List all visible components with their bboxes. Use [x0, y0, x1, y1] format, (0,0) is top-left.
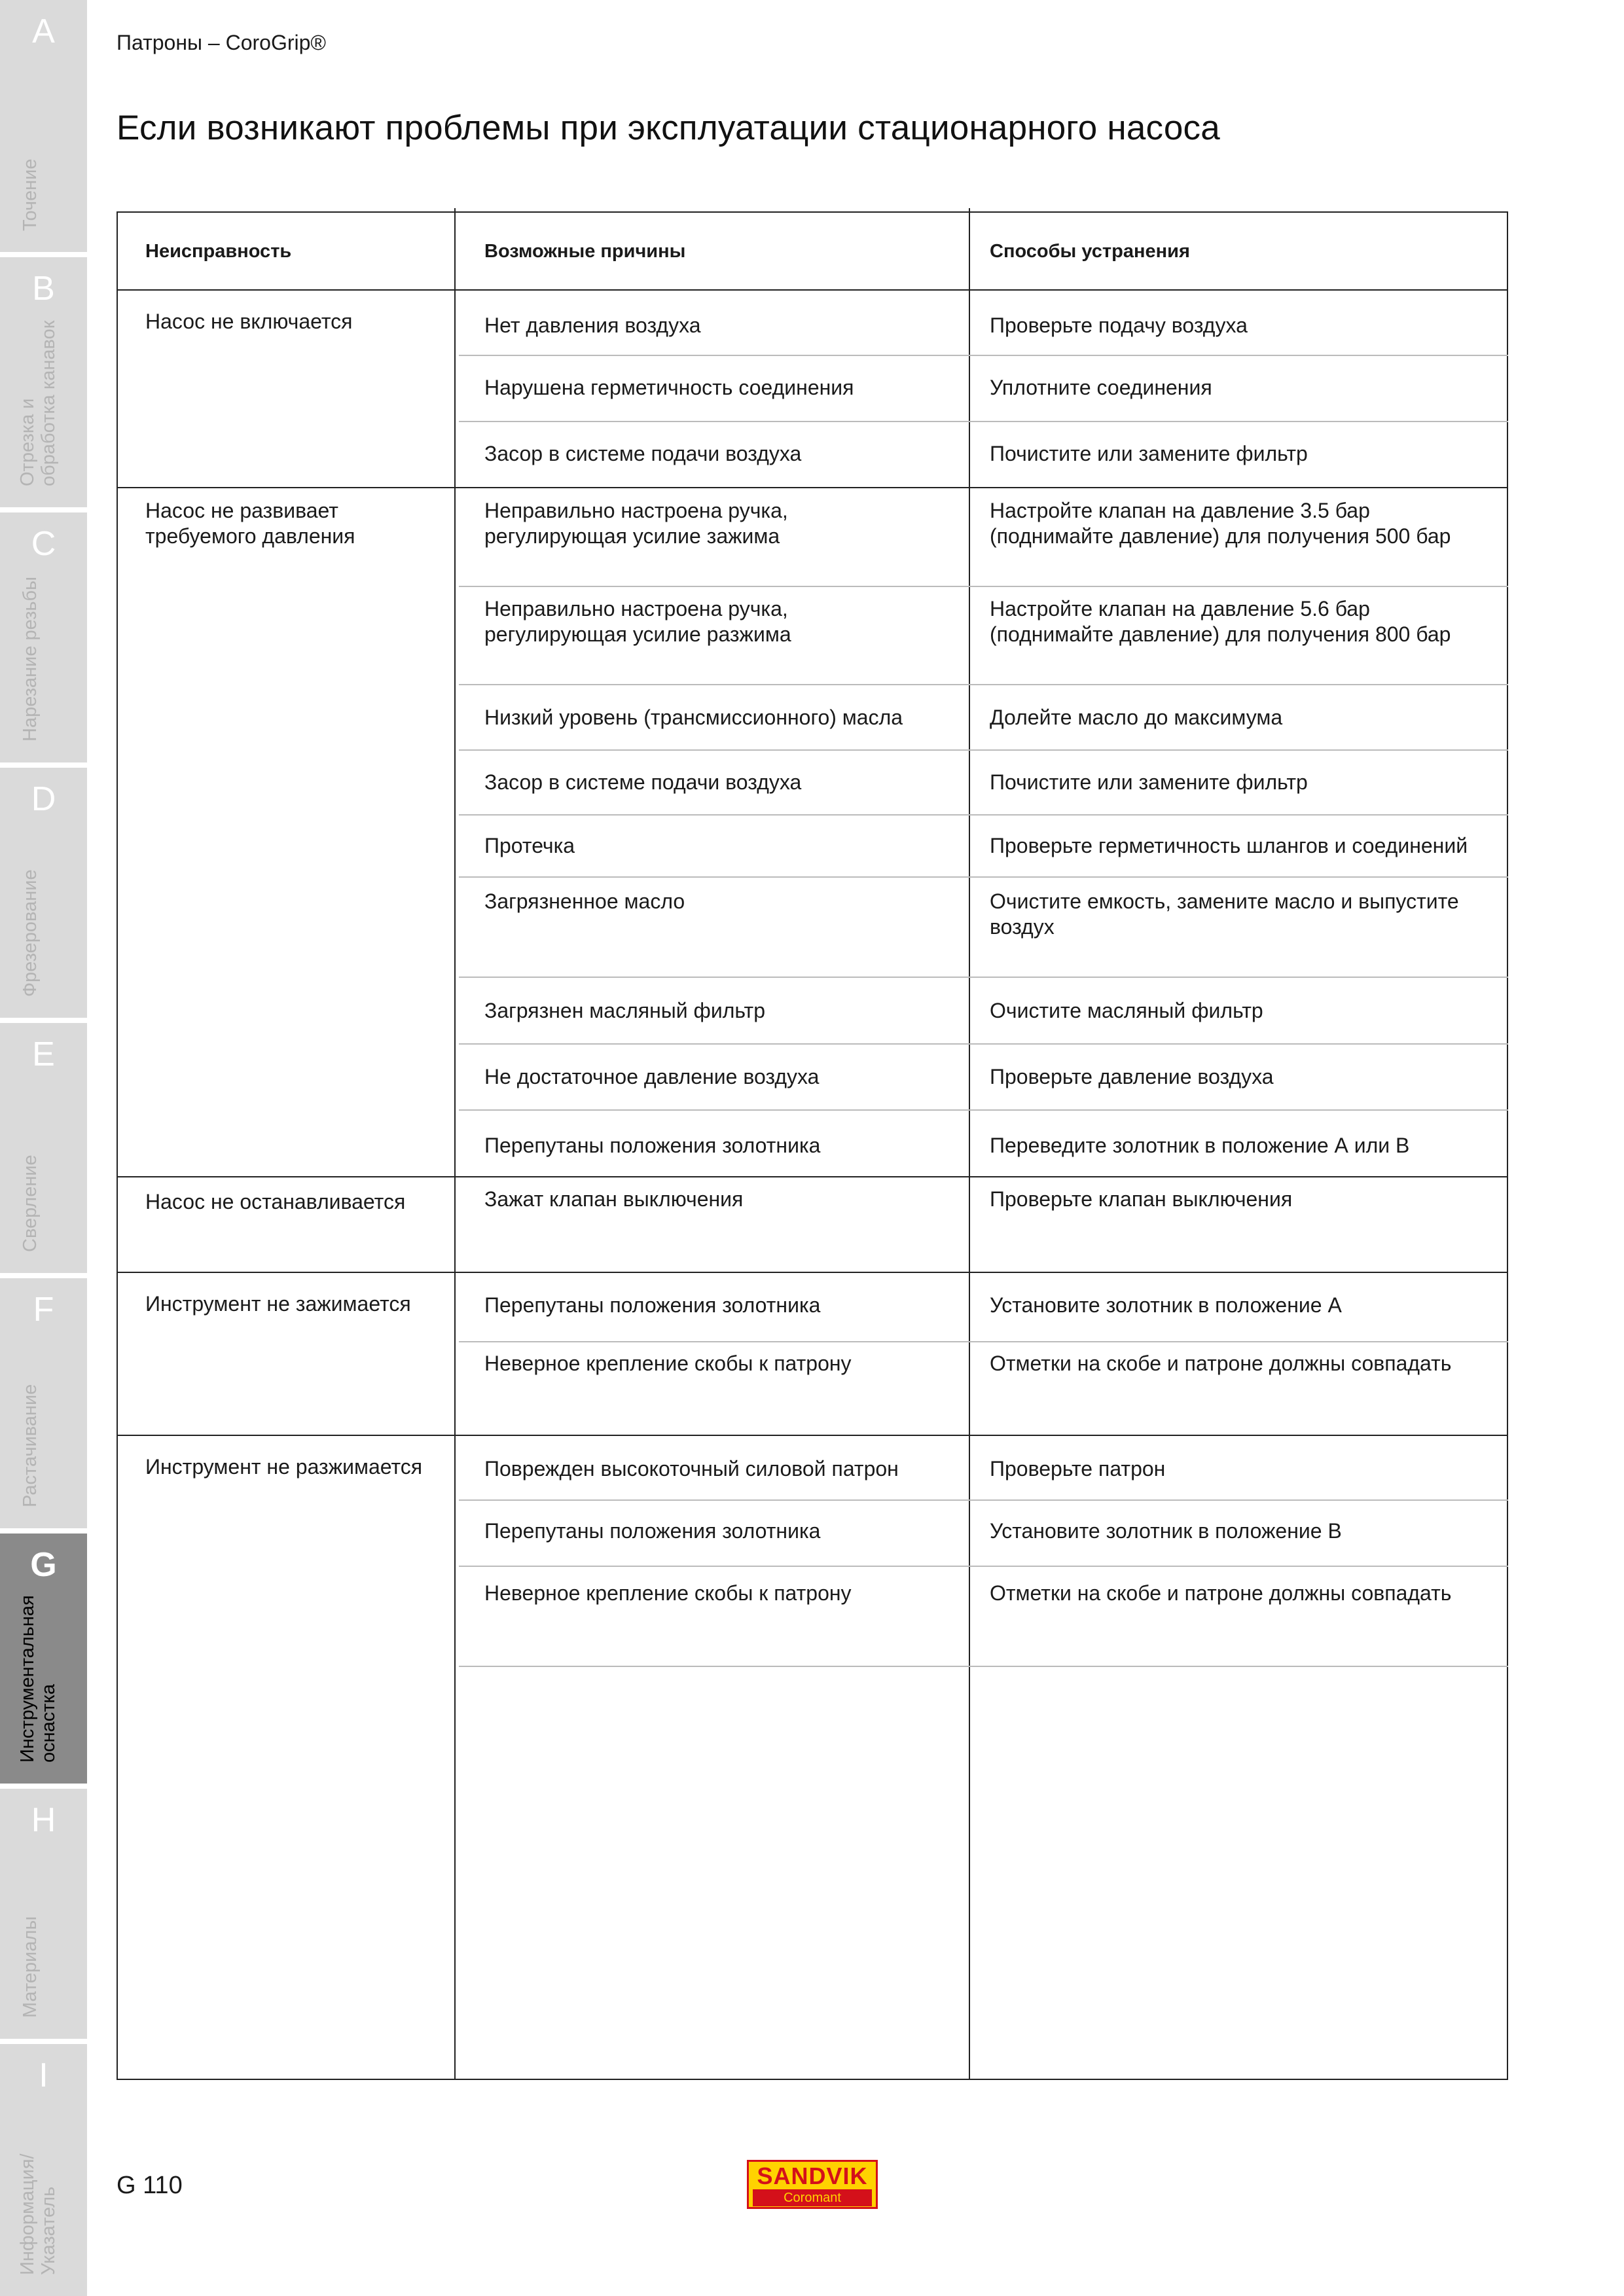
tab-letter: E [32, 1035, 55, 1073]
page-title: Если возникают проблемы при эксплуатации стационарного насоса [117, 109, 1220, 147]
section-tab-b[interactable] [0, 257, 87, 507]
cause-cell: Неверное крепление скобы к патрону [484, 1581, 852, 1605]
table-row [117, 1111, 1508, 1177]
cause-cell: Неверное крепление скобы к патрону [484, 1352, 852, 1375]
table-row [117, 1436, 1508, 1501]
table-row [117, 978, 1508, 1045]
section-tab-c[interactable] [0, 512, 87, 762]
cause-cell: Загрязнен масляный фильтр [484, 999, 765, 1022]
tab-label: Растачивание [20, 1384, 41, 1507]
table-row [117, 1273, 1508, 1342]
fault-cell: Инструмент не зажимается [145, 1292, 411, 1316]
section-tab-d[interactable] [0, 768, 87, 1018]
fault-cell: Насос не включается [145, 310, 353, 333]
row-divider [459, 1666, 1508, 1667]
tab-label: Сверление [20, 1155, 41, 1252]
remedy-cell: Уплотните соединения [990, 376, 1212, 399]
remedy-cell: Отметки на скобе и патроне должны совпадать [990, 1581, 1452, 1605]
tab-letter: C [31, 525, 56, 563]
logo-subtitle: Coromant [753, 2189, 872, 2206]
remedy-cell: Настройте клапан на давление 5.6 бар (поднимайте давление) для получения 800 бар [990, 597, 1451, 646]
section-tab-bar [0, 0, 87, 2296]
section-tab-g[interactable] [0, 1534, 87, 1784]
fault-cell: Насос не развивает требуемого давления [145, 499, 355, 548]
tab-letter: H [31, 1801, 56, 1839]
remedy-cell: Проверьте герметичность шлангов и соединений [990, 834, 1468, 857]
table-row [117, 1501, 1508, 1567]
table-row [117, 1342, 1508, 1436]
table-header-row [117, 211, 1508, 291]
table-row [117, 878, 1508, 978]
cause-cell: Нарушена герметичность соединения [484, 376, 854, 399]
table-row [117, 685, 1508, 751]
table-row [117, 816, 1508, 878]
cause-cell: Зажат клапан выключения [484, 1187, 744, 1211]
table-row [117, 587, 1508, 685]
table-row [117, 291, 1508, 356]
tab-label: Точение [20, 158, 41, 231]
table-row [117, 1177, 1508, 1273]
cause-cell: Засор в системе подачи воздуха [484, 442, 802, 465]
remedy-cell: Очистите емкость, замените масло и выпустите воздух [990, 889, 1459, 939]
section-tab-f[interactable] [0, 1278, 87, 1528]
remedy-cell: Долейте масло до максимума [990, 706, 1283, 729]
cause-cell: Загрязненное масло [484, 889, 685, 913]
table-row [117, 751, 1508, 816]
remedy-cell: Проверьте патрон [990, 1457, 1166, 1480]
logo-wordmark: SANDVIK [757, 2162, 868, 2189]
page-number: G 110 [117, 2172, 183, 2199]
table-row [117, 1045, 1508, 1111]
tab-label: Инструментальная оснастка [17, 1595, 59, 1763]
cause-cell: Перепутаны положения золотника [484, 1293, 821, 1317]
table-row [117, 488, 1508, 587]
cause-cell: Перепутаны положения золотника [484, 1519, 821, 1543]
remedy-cell: Проверьте клапан выключения [990, 1187, 1293, 1211]
table-row [117, 356, 1508, 422]
cause-cell: Неправильно настроена ручка, регулирующая усилие зажима [484, 499, 788, 548]
section-tab-e[interactable] [0, 1023, 87, 1273]
section-tab-h[interactable] [0, 1789, 87, 2039]
cause-cell: Нет давления воздуха [484, 314, 701, 337]
cause-cell: Протечка [484, 834, 575, 857]
column-header-fault: Неисправность [145, 241, 292, 262]
remedy-cell: Проверьте подачу воздуха [990, 314, 1248, 337]
cause-cell: Засор в системе подачи воздуха [484, 770, 802, 794]
tab-letter: B [32, 270, 55, 308]
cause-cell: Низкий уровень (трансмиссионного) масла [484, 706, 903, 729]
remedy-cell: Очистите масляный фильтр [990, 999, 1263, 1022]
tab-label: Материалы [20, 1916, 41, 2018]
tab-label: Нарезание резьбы [20, 577, 41, 742]
tab-label: Информация/ Указатель [17, 2153, 59, 2275]
table-row [117, 1567, 1508, 1667]
fault-cell: Насос не останавливается [145, 1190, 406, 1213]
cause-cell: Перепутаны положения золотника [484, 1134, 821, 1157]
tab-letter: F [33, 1291, 54, 1329]
tab-label: Отрезка и обработка канавок [17, 320, 59, 486]
remedy-cell: Установите золотник в положение А [990, 1293, 1342, 1317]
cause-cell: Поврежден высокоточный силовой патрон [484, 1457, 899, 1480]
remedy-cell: Почистите или замените фильтр [990, 442, 1308, 465]
tab-letter: G [30, 1546, 57, 1584]
remedy-cell: Настройте клапан на давление 3.5 бар (поднимайте давление) для получения 500 бар [990, 499, 1451, 548]
cause-cell: Неправильно настроена ручка, регулирующая усилие разжима [484, 597, 791, 646]
table-row [117, 422, 1508, 488]
cause-cell: Не достаточное давление воздуха [484, 1065, 820, 1088]
column-header-cause: Возможные причины [484, 241, 686, 262]
section-tab-i[interactable] [0, 2044, 87, 2296]
remedy-cell: Отметки на скобе и патроне должны совпадать [990, 1352, 1452, 1375]
tab-letter: I [39, 2056, 48, 2094]
remedy-cell: Проверьте давление воздуха [990, 1065, 1274, 1088]
tab-letter: D [31, 780, 56, 818]
section-tab-a[interactable] [0, 0, 87, 252]
fault-cell: Инструмент не разжимается [145, 1455, 423, 1479]
remedy-cell: Установите золотник в положение В [990, 1519, 1342, 1543]
remedy-cell: Почистите или замените фильтр [990, 770, 1308, 794]
tab-label: Фрезерование [20, 869, 41, 997]
column-header-remedy: Способы устранения [990, 241, 1190, 262]
tab-letter: A [32, 12, 55, 50]
breadcrumb: Патроны – CoroGrip® [117, 31, 326, 54]
sandvik-coromant-logo [747, 2160, 878, 2209]
remedy-cell: Переведите золотник в положение А или В [990, 1134, 1410, 1157]
